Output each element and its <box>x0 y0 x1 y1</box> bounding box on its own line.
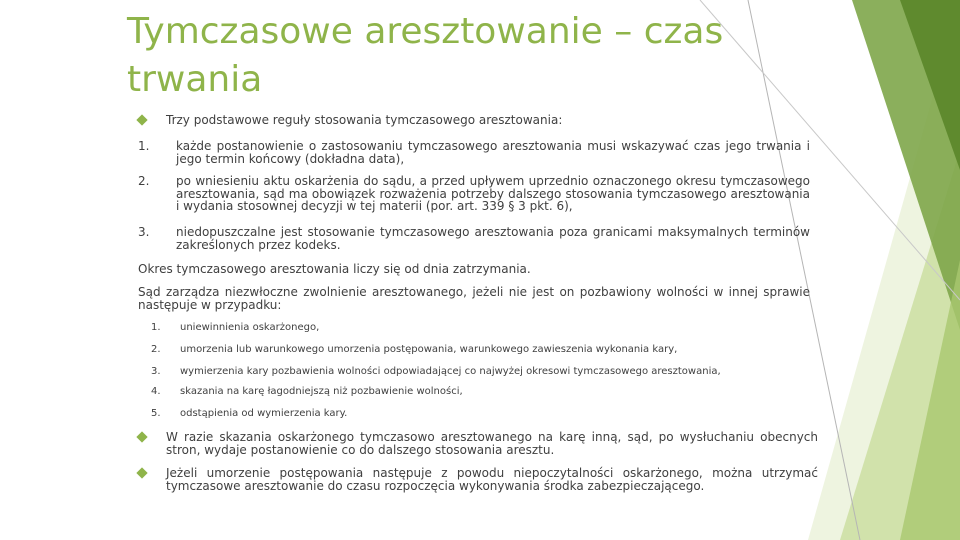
case-text: umorzenia lub warunkowego umorzenia postępowania, warunkowego zawieszenia wykonania kary, <box>180 344 678 355</box>
case-number: 2. <box>151 344 161 355</box>
case-text: odstąpienia od wymierzenia kary. <box>180 408 348 419</box>
diamond-bullet-icon <box>136 114 147 125</box>
diamond-bullet-icon <box>136 431 147 442</box>
release-case-5 <box>151 408 791 420</box>
release-case-4 <box>151 386 791 398</box>
release-case-3 <box>151 366 791 378</box>
rule-text: niedopuszczalne jest stosowanie tymczasowego aresztowania poza granicami maksymalnych terminów zakreślonych przez kodeks. <box>176 225 810 252</box>
case-number: 1. <box>151 322 161 333</box>
rule-text: każde postanowienie o zastosowaniu tymczasowego aresztowania musi wskazywać czas jego trwania i jego termin końcowy (dokładna data), <box>176 139 810 166</box>
rule-item-1 <box>138 140 810 165</box>
period-paragraph: Okres tymczasowego aresztowania liczy się od dnia zatrzymania. <box>138 262 531 276</box>
slide-title: Tymczasowe aresztowanie – czas trwania <box>127 11 724 100</box>
case-text: skazania na karę łagodniejszą niż pozbawienie wolności, <box>180 386 463 397</box>
rule-item-2 <box>138 175 810 213</box>
rule-number: 2. <box>138 174 150 188</box>
rule-number: 1. <box>138 139 150 153</box>
final-bullet-1 <box>138 431 818 457</box>
diamond-bullet-icon <box>136 467 147 478</box>
case-number: 5. <box>151 408 161 419</box>
release-case-2 <box>151 344 791 356</box>
intro-bullet <box>138 114 818 127</box>
final-bullet-text: W razie skazania oskarżonego tymczasowo aresztowanego na karę inną, sąd, po wysłuchaniu obecnych stron, wydaje postanowienie co do dalszego stosowania aresztu. <box>166 430 818 457</box>
rule-item-3 <box>138 226 810 251</box>
intro-text: Trzy podstawowe reguły stosowania tymczasowego aresztowania: <box>166 113 563 127</box>
case-text: wymierzenia kary pozbawienia wolności odpowiadającej co najwyżej okresowi tymczasowego aresztowania, <box>180 366 721 377</box>
case-number: 4. <box>151 386 161 397</box>
final-bullet-2 <box>138 467 818 493</box>
rule-text: po wniesieniu aktu oskarżenia do sądu, a przed upływem uprzednio oznaczonego okresu tymczasowego aresztowania, sąd ma obowiązek rozważenia potrzeby dalszego stosowania tymczasowego aresztowania i wydania stosownej decyzji w tej materii (por. art. 339 § 3 pkt. 6), <box>176 174 810 213</box>
case-text: uniewinnienia oskarżonego, <box>180 322 320 333</box>
final-bullet-text: Jeżeli umorzenie postępowania następuje z powodu niepoczytalności oskarżonego, można utrzymać tymczasowe aresztowanie do czasu rozpoczęcia wykonywania środka zabezpieczającego. <box>166 466 818 493</box>
rule-number: 3. <box>138 225 150 239</box>
release-paragraph: Sąd zarządza niezwłoczne zwolnienie aresztowanego, jeżeli nie jest on pozbawiony wolności w innej sprawie następuje w przypadku: <box>138 285 810 312</box>
release-case-1 <box>151 322 791 334</box>
case-number: 3. <box>151 366 161 377</box>
